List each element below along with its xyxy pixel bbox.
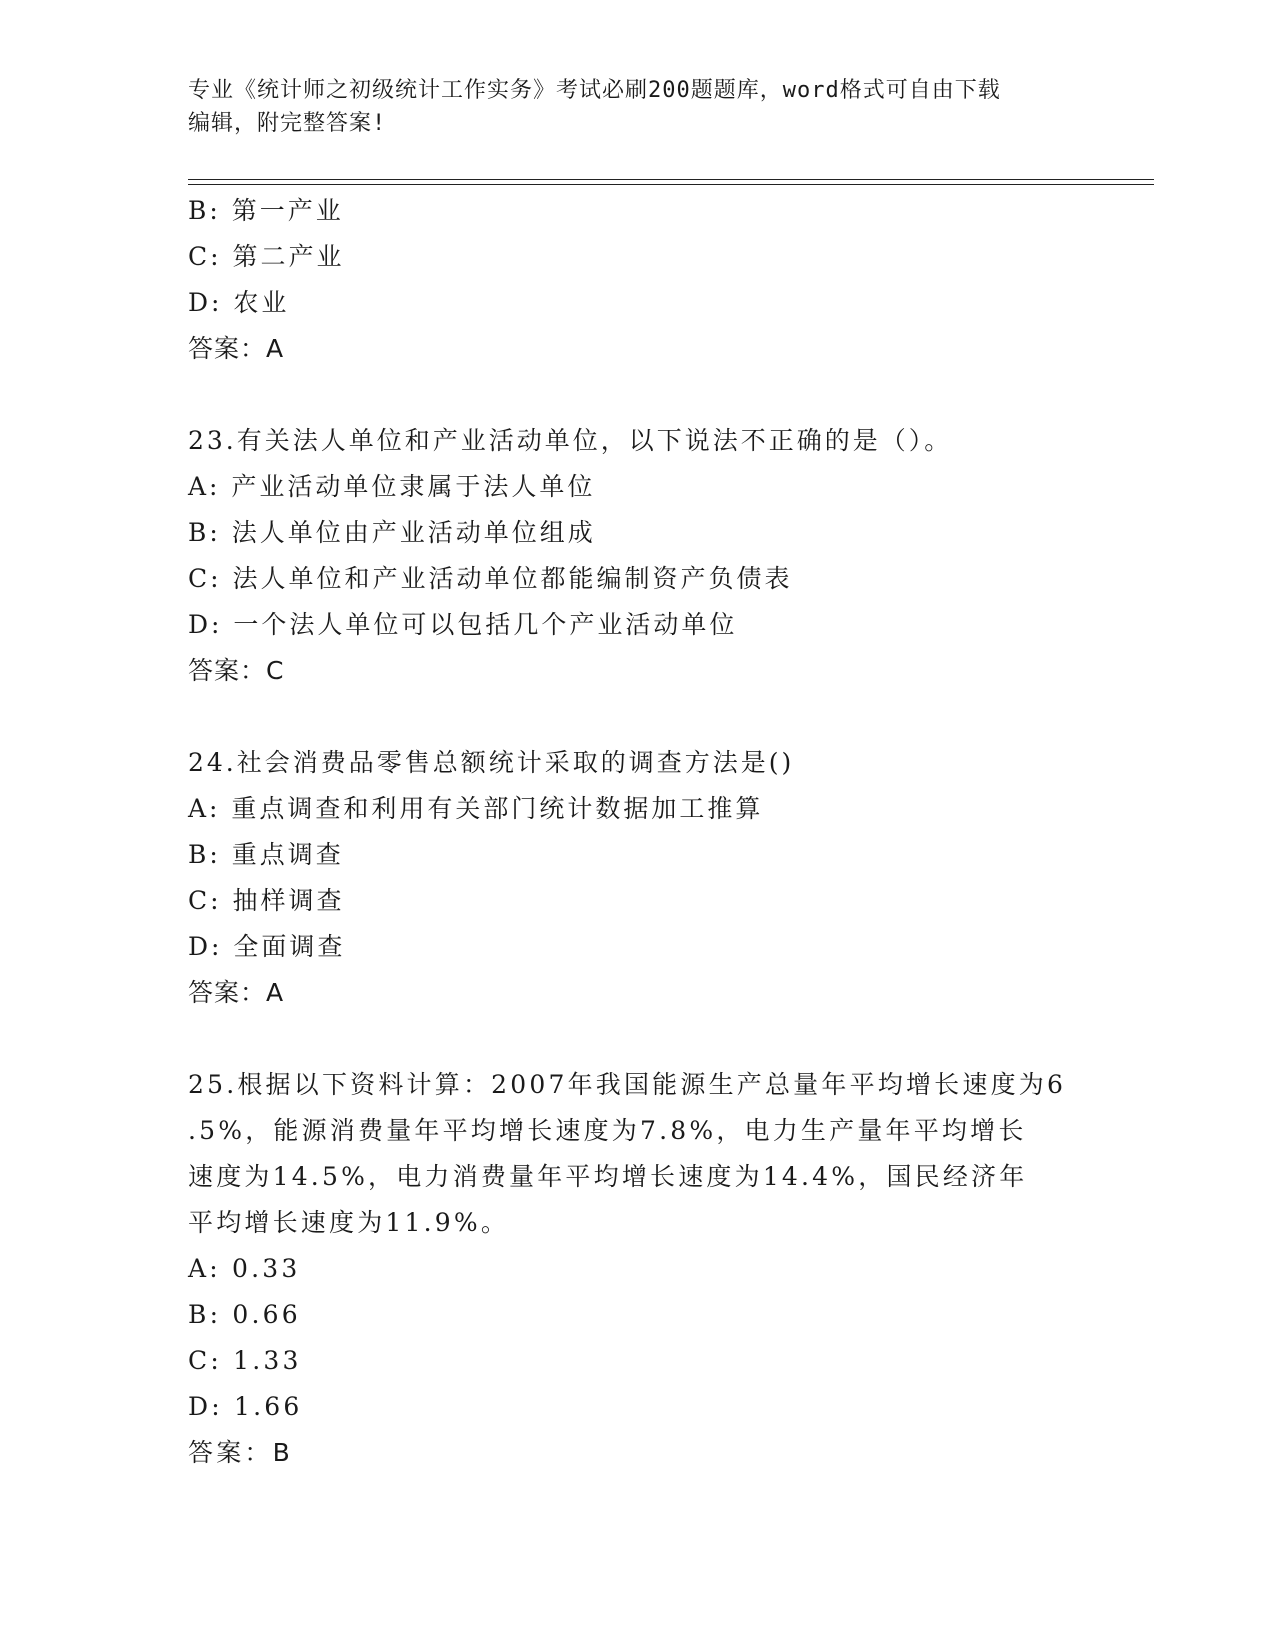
- header-divider-thin: [188, 184, 1154, 185]
- option-c: C: 1.33: [188, 1346, 302, 1375]
- answer-line: 答案：A: [188, 334, 285, 363]
- question-content: [188, 188, 1088, 1476]
- question-stem: 23.有关法人单位和产业活动单位，以下说法不正确的是（）。: [188, 426, 953, 455]
- question-stem: 24.社会消费品零售总额统计采取的调查方法是(): [188, 748, 795, 777]
- option-c: C: 抽样调查: [188, 886, 345, 915]
- header-divider-thick: [188, 179, 1154, 180]
- option-b: B: 第一产业: [188, 196, 344, 225]
- option-b: B: 0.66: [188, 1300, 301, 1329]
- answer-line: 答案：C: [188, 656, 285, 685]
- option-a: A: 0.33: [188, 1254, 301, 1283]
- option-c: C: 法人单位和产业活动单位都能编制资产负债表: [188, 564, 793, 593]
- option-d: D: 1.66: [188, 1392, 303, 1421]
- question-25: [188, 1062, 1088, 1476]
- question-spacer: [188, 694, 1088, 740]
- option-d: D: 农业: [188, 288, 290, 317]
- answer-line: 答案：A: [188, 978, 285, 1007]
- option-b: B: 重点调查: [188, 840, 344, 869]
- option-a: A: 产业活动单位隶属于法人单位: [188, 472, 596, 501]
- option-b: B: 法人单位由产业活动单位组成: [188, 518, 596, 547]
- question-stem-line: .5%，能源消费量年平均增长速度为7.8%，电力生产量年平均增长: [188, 1116, 1027, 1145]
- option-c: C: 第二产业: [188, 242, 345, 271]
- option-a: A: 重点调查和利用有关部门统计数据加工推算: [188, 794, 764, 823]
- question-spacer: [188, 372, 1088, 418]
- question-stem-line: 25.根据以下资料计算：2007年我国能源生产总量年平均增长速度为6: [188, 1070, 1067, 1099]
- question-22-tail: [188, 188, 1088, 372]
- question-spacer: [188, 1016, 1088, 1062]
- header-line-2: 编辑，附完整答案!: [188, 111, 387, 136]
- document-header: [188, 74, 1068, 140]
- header-line-1: 专业《统计师之初级统计工作实务》考试必刷200题题库，word格式可自由下载: [188, 78, 1001, 103]
- question-stem-line: 速度为14.5%，电力消费量年平均增长速度为14.4%，国民经济年: [188, 1162, 1028, 1191]
- option-d: D: 全面调查: [188, 932, 346, 961]
- answer-line: 答案：B: [188, 1438, 293, 1467]
- question-stem-line: 平均增长速度为11.9%。: [188, 1208, 510, 1237]
- question-24: [188, 740, 1088, 1016]
- option-d: D: 一个法人单位可以包括几个产业活动单位: [188, 610, 738, 639]
- question-23: [188, 418, 1088, 694]
